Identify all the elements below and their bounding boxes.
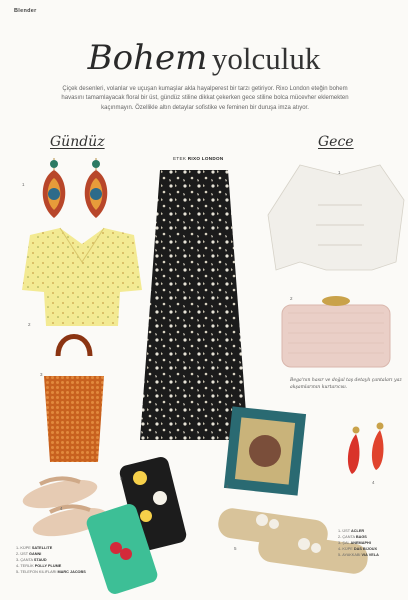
item-number-night-5: 5 [234,546,237,551]
red-earrings-illustration [348,423,384,475]
title-yolculuk: yolculuk [211,41,321,76]
credit-line: 5- TELEFON KILIFLARI MARC JACOBS [16,570,86,574]
section-label: Blender [14,8,37,14]
item-number-night-4: 4 [372,480,375,485]
credits-night [338,528,379,558]
skirt-brand: RIXO LONDON [187,156,224,161]
item-number-night-1: 1 [338,170,341,175]
night-label: Gece [318,134,354,150]
phone-cases-illustration [85,455,188,596]
basket-bag-illustration [44,337,104,463]
credits-day [16,545,86,575]
clutch-caption: Bega'nın hasır ve doğal taş detaylı çantaları yaz akşamlarının kurtarıcısı. [290,378,402,390]
credit-line: 1- KÜPE SATELLITE [16,546,53,550]
scarf-illustration [224,406,306,495]
title-bohem: Bohem [87,38,208,78]
credit-line: 2- ÇANTA BAGS [338,535,367,539]
white-top-illustration [268,165,404,270]
item-number-night-3: 3 [226,484,229,489]
credit-line: 2- ÜST GANNI [16,552,42,556]
earrings-illustration [43,158,108,218]
credit-line: 4- KÜPE DAS BIJOUX [338,547,378,551]
credit-line: 5- AYAKKABI VIA VELA [338,553,379,557]
day-label: Gündüz [50,134,105,150]
item-number-night-2: 2 [290,296,293,301]
item-number-day-3: 3 [40,372,43,377]
intro-paragraph: Çiçek desenleri, volanlar ve uçuşan kumaşlar akla hayalperest bir tarzı getiriyor. Rixo London eteğin bohem havasını tamamlayacak floral bir üst, gündüz stiline dikkat çekerken gece stiline bolca mücevher eklemekten kaçınmayın. Özellikle altın detaylar sofistike ve feminen bir duruşa imza atıyor. [61,86,349,111]
item-number-day-1: 1 [22,182,25,187]
credit-line: 1- ÜST ACLER [338,529,365,533]
skirt-prefix: ETEK [173,156,187,161]
credit-line: 3- ŞAL ANEMAPHI [338,541,371,545]
item-number-day-4: 4 [60,506,63,511]
item-number-day-2: 2 [28,322,31,327]
clutch-illustration [282,296,390,367]
yellow-top-illustration [22,228,142,326]
skirt-illustration [140,170,248,440]
credit-line: 3- ÇANTA STAUD [16,558,47,562]
credit-line: 4- TERLİK POLLY PLUME [16,564,62,568]
item-number-day-5: 5 [120,476,123,481]
